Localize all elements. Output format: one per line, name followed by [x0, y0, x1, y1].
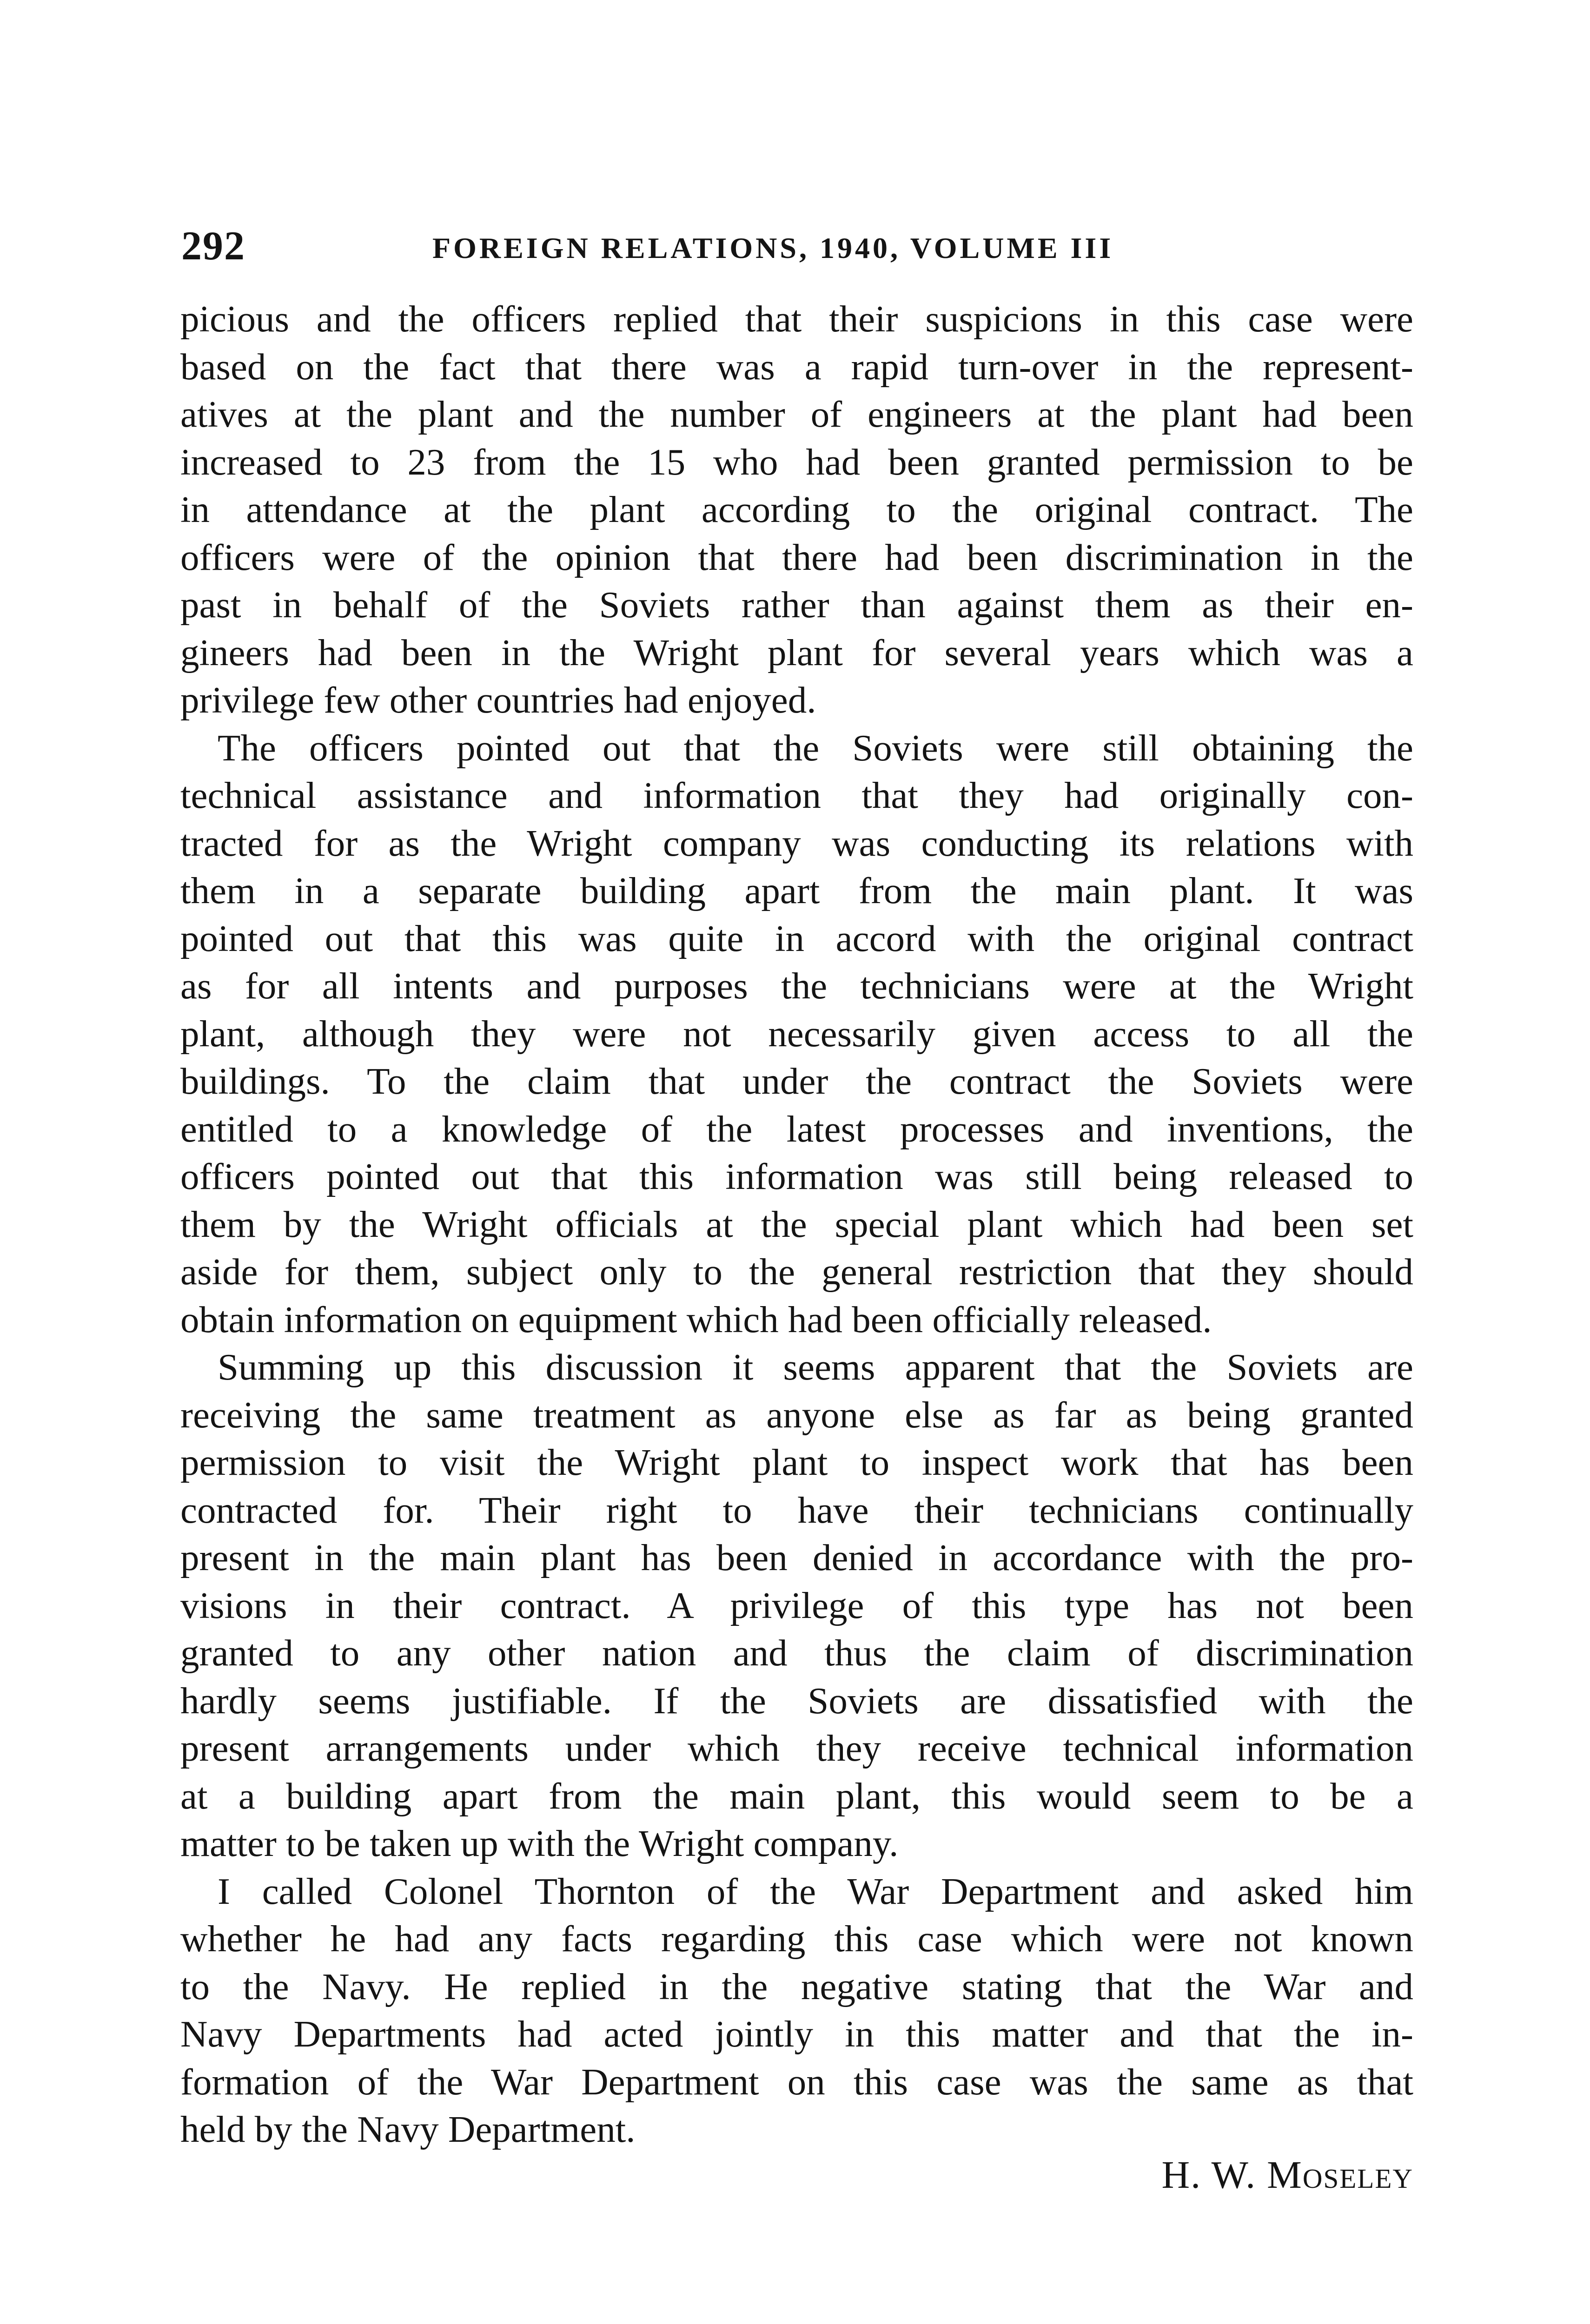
text-line: tracted for as the Wright company was conducting its relations with: [180, 822, 1413, 864]
text-line: to the Navy. He replied in the negative stating that the War and: [180, 1965, 1413, 2007]
text-line: plant, although they were not necessarily given access to all the: [180, 1012, 1413, 1055]
body-text: [180, 295, 1413, 2153]
signature-initials: H. W.: [1161, 2153, 1257, 2197]
text-line: visions in their contract. A privilege of this type has not been: [180, 1584, 1413, 1626]
text-line: as for all intents and purposes the technicians were at the Wright: [180, 965, 1413, 1007]
text-line: I called Colonel Thornton of the War Department and asked him: [218, 1870, 1413, 1912]
text-line: privilege few other countries had enjoyed.: [180, 679, 816, 721]
text-line: receiving the same treatment as anyone else as far as being granted: [180, 1393, 1413, 1436]
text-line: held by the Navy Department.: [180, 2108, 636, 2150]
text-line: obtain information on equipment which had been officially released.: [180, 1298, 1212, 1340]
text-line: granted to any other nation and thus the claim of discrimination: [180, 1632, 1413, 1674]
signature: [1161, 2152, 1413, 2199]
text-line: entitled to a knowledge of the latest processes and inventions, the: [180, 1108, 1413, 1150]
text-line: technical assistance and information that they had originally con-: [180, 774, 1413, 816]
paragraph-4: [180, 1868, 1413, 2153]
paragraph-2: [180, 724, 1413, 1344]
text-line: at a building apart from the main plant, this would seem to be a: [180, 1775, 1413, 1817]
text-line: permission to visit the Wright plant to inspect work that has been: [180, 1441, 1413, 1483]
text-line: aside for them, subject only to the general restriction that they should: [180, 1251, 1413, 1293]
text-line: pointed out that this was quite in accord with the original contract: [180, 917, 1413, 959]
text-line: whether he had any facts regarding this case which were not known: [180, 1918, 1413, 1960]
text-line: present in the main plant has been denied in accordance with the pro-: [180, 1537, 1413, 1578]
text-line: them by the Wright officials at the special plant which had been set: [180, 1203, 1413, 1245]
text-line: Navy Departments had acted jointly in this matter and that the in-: [180, 2013, 1413, 2055]
text-line: officers were of the opinion that there had been discrimination in the: [180, 536, 1413, 578]
text-line: contracted for. Their right to have their technicians continually: [180, 1489, 1413, 1531]
text-line: officers pointed out that this information was still being released to: [180, 1155, 1413, 1197]
text-line: based on the fact that there was a rapid turn-over in the represent-: [180, 345, 1413, 388]
text-line: formation of the War Department on this case was the same as that: [180, 2060, 1413, 2103]
page-number: 292: [181, 224, 245, 269]
text-line: The officers pointed out that the Soviets were still obtaining the: [218, 726, 1413, 769]
text-line: hardly seems justifiable. If the Soviets are dissatisfied with the: [180, 1679, 1413, 1722]
paragraph-3: [180, 1343, 1413, 1868]
text-line: present arrangements under which they receive technical information: [180, 1727, 1413, 1769]
text-line: them in a separate building apart from the main plant. It was: [180, 870, 1413, 911]
text-line: Summing up this discussion it seems apparent that the Soviets are: [218, 1346, 1413, 1388]
text-line: picious and the officers replied that their suspicions in this case were: [180, 298, 1413, 340]
text-line: gineers had been in the Wright plant for several years which was a: [180, 631, 1413, 673]
paragraph-1: [180, 295, 1413, 724]
signature-surname: Moseley: [1267, 2153, 1413, 2197]
text-line: in attendance at the plant according to the original contract. The: [180, 489, 1413, 530]
text-line: atives at the plant and the number of engineers at the plant had been: [180, 393, 1413, 435]
text-line: buildings. To the claim that under the contract the Soviets were: [180, 1060, 1413, 1102]
running-header: [181, 223, 1413, 279]
text-line: matter to be taken up with the Wright company.: [180, 1822, 899, 1864]
running-title: FOREIGN RELATIONS, 1940, VOLUME III: [432, 231, 1114, 264]
text-line: past in behalf of the Soviets rather than against them as their en-: [180, 584, 1413, 626]
text-line: increased to 23 from the 15 who had been granted permission to be: [180, 441, 1413, 483]
